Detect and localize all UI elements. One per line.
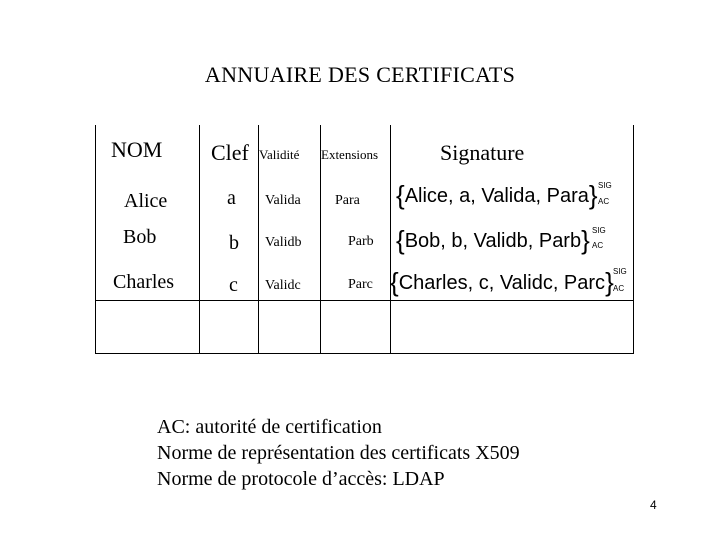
note-line: Norme de protocole d’accès: LDAP <box>157 468 445 490</box>
header-signature: Signature <box>440 140 525 165</box>
column-divider <box>390 125 391 354</box>
notes <box>157 414 520 492</box>
table-border-bottom <box>95 353 634 354</box>
signature-content: Alice, a, Valida, Para <box>404 185 589 207</box>
row-clef: a <box>227 187 236 209</box>
row-extension: Para <box>335 193 360 208</box>
signature-sub: AC <box>613 284 625 293</box>
table-border-left <box>95 125 96 354</box>
signature-sup: SIG <box>592 226 606 235</box>
row-signature <box>396 180 598 211</box>
signature-sub: AC <box>592 241 604 250</box>
row-signature <box>396 225 590 256</box>
signature-sup: SIG <box>598 181 612 190</box>
header-clef: Clef <box>211 140 249 165</box>
note-line: Norme de représentation des certificats X509 <box>157 442 520 464</box>
brace-open: { <box>390 267 399 297</box>
brace-close: } <box>581 225 590 255</box>
row-nom: Alice <box>124 190 168 212</box>
signature-sup: SIG <box>613 267 627 276</box>
row-signature <box>390 267 614 298</box>
brace-open: { <box>396 180 405 210</box>
page-number: 4 <box>650 498 657 512</box>
signature-sub: AC <box>598 197 610 206</box>
table-border-right <box>633 125 634 354</box>
row-extension: Parc <box>348 277 373 292</box>
row-validite: Validc <box>265 278 301 293</box>
signature-content: Charles, c, Validc, Parc <box>398 272 606 294</box>
row-nom: Charles <box>113 271 175 293</box>
row-clef: b <box>229 232 239 254</box>
brace-close: } <box>605 267 614 297</box>
header-extensions: Extensions <box>321 147 379 162</box>
header-nom: NOM <box>111 137 163 162</box>
header-validite: Validité <box>259 147 300 162</box>
row-validite: Validb <box>265 235 302 250</box>
column-divider <box>199 125 200 354</box>
note-line: AC: autorité de certification <box>157 416 382 438</box>
row-extension: Parb <box>348 234 374 249</box>
row-clef: c <box>229 274 238 296</box>
row-nom: Bob <box>123 226 157 248</box>
signature-content: Bob, b, Validb, Parb <box>404 230 582 252</box>
brace-close: } <box>588 180 598 210</box>
brace-open: { <box>396 225 405 255</box>
row-validite: Valida <box>265 193 301 208</box>
page-title: ANNUAIRE DES CERTIFICATS <box>204 62 516 87</box>
row-divider <box>95 300 634 301</box>
